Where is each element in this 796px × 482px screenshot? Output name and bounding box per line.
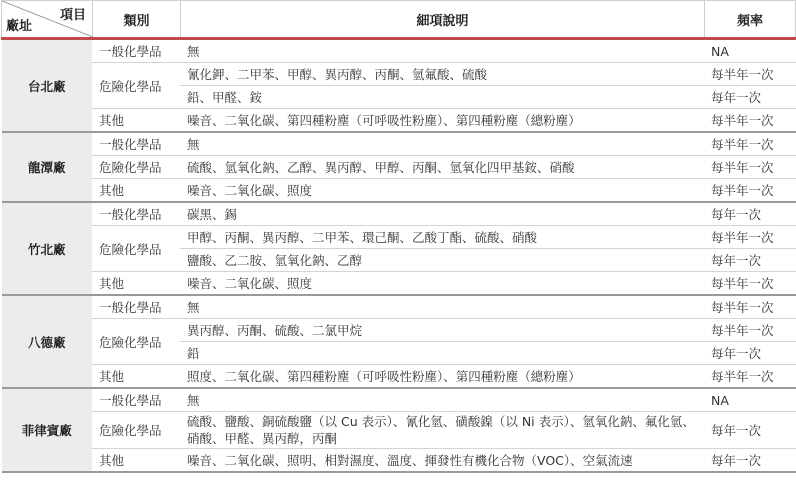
category-cell: 一般化學品 xyxy=(93,202,181,226)
frequency-cell: 每年一次 xyxy=(705,342,796,365)
category-cell: 危險化學品 xyxy=(93,412,181,449)
frequency-cell: 每半年一次 xyxy=(705,226,796,249)
frequency-cell: 每半年一次 xyxy=(705,365,796,389)
table-row xyxy=(2,109,796,133)
table-row xyxy=(2,295,796,319)
site-name: 菲律賓廠 xyxy=(2,388,93,472)
frequency-cell: 每半年一次 xyxy=(705,156,796,179)
description-cell: 無 xyxy=(181,388,705,412)
description-cell: 照度、二氧化碳、第四種粉塵（可呼吸性粉塵）、第四種粉塵（總粉塵） xyxy=(181,365,705,389)
description-cell: 硫酸、氫氧化鈉、乙醇、異丙醇、甲醇、丙酮、氫氧化四甲基銨、硝酸 xyxy=(181,156,705,179)
description-cell: 碳黑、錫 xyxy=(181,202,705,226)
site-name: 八德廠 xyxy=(2,295,93,388)
site-name: 竹北廠 xyxy=(2,202,93,295)
description-cell: 無 xyxy=(181,295,705,319)
frequency-cell: 每年一次 xyxy=(705,249,796,272)
category-cell: 一般化學品 xyxy=(93,132,181,156)
category-cell: 一般化學品 xyxy=(93,39,181,63)
table-row xyxy=(2,63,796,86)
category-cell: 危險化學品 xyxy=(93,226,181,272)
description-cell: 異丙醇、丙酮、硫酸、二氯甲烷 xyxy=(181,319,705,342)
table-row xyxy=(2,39,796,63)
description-cell: 噪音、二氧化碳、照明、相對濕度、溫度、揮發性有機化合物（VOC）、空氣流速 xyxy=(181,449,705,473)
frequency-cell: 每年一次 xyxy=(705,86,796,109)
table-row xyxy=(2,388,796,412)
frequency-cell: 每半年一次 xyxy=(705,272,796,296)
frequency-cell: 每半年一次 xyxy=(705,319,796,342)
monitoring-table xyxy=(1,0,796,473)
category-cell: 其他 xyxy=(93,179,181,203)
frequency-cell: 每半年一次 xyxy=(705,109,796,133)
header-description: 細項說明 xyxy=(181,1,705,39)
header-row xyxy=(2,1,796,39)
category-cell: 危險化學品 xyxy=(93,156,181,179)
frequency-cell: 每半年一次 xyxy=(705,63,796,86)
category-cell: 危險化學品 xyxy=(93,63,181,109)
description-cell: 鉛 xyxy=(181,342,705,365)
header-category: 類別 xyxy=(93,1,181,39)
description-cell: 甲醇、丙酮、異丙醇、二甲苯、環己酮、乙酸丁酯、硫酸、硝酸 xyxy=(181,226,705,249)
description-cell: 無 xyxy=(181,132,705,156)
frequency-cell: 每半年一次 xyxy=(705,179,796,203)
header-site-label: 廠址 xyxy=(6,19,33,34)
table-row xyxy=(2,319,796,342)
category-cell: 其他 xyxy=(93,449,181,473)
frequency-cell: 每年一次 xyxy=(705,449,796,473)
category-cell: 一般化學品 xyxy=(93,295,181,319)
frequency-cell: NA xyxy=(705,39,796,63)
frequency-cell: 每半年一次 xyxy=(705,295,796,319)
table-row xyxy=(2,226,796,249)
category-cell: 危險化學品 xyxy=(93,319,181,365)
table-row xyxy=(2,412,796,449)
description-cell: 硫酸、鹽酸、銅硫酸鹽（以 Cu 表示）、氰化氫、磺酸鎳（以 Ni 表示）、氫氧化鈉、氟化氫、硝酸、甲醛、異丙醇，丙酮 xyxy=(181,412,705,449)
header-frequency: 頻率 xyxy=(705,1,796,39)
table-row xyxy=(2,272,796,296)
description-cell: 鹽酸、乙二胺、氫氧化鈉、乙醇 xyxy=(181,249,705,272)
table-row xyxy=(2,179,796,203)
frequency-cell: 每半年一次 xyxy=(705,132,796,156)
table-body xyxy=(2,39,796,473)
frequency-cell: NA xyxy=(705,388,796,412)
description-cell: 鉛、甲醛、銨 xyxy=(181,86,705,109)
description-cell: 噪音、二氧化碳、第四種粉塵（可呼吸性粉塵）、第四種粉塵（總粉塵） xyxy=(181,109,705,133)
category-cell: 其他 xyxy=(93,365,181,389)
site-name: 台北廠 xyxy=(2,39,93,133)
table-row xyxy=(2,132,796,156)
description-cell: 噪音、二氧化碳、照度 xyxy=(181,272,705,296)
table-row xyxy=(2,156,796,179)
site-name: 龍潭廠 xyxy=(2,132,93,202)
description-cell: 氰化鉀、二甲苯、甲醇、異丙醇、丙酮、氫氟酸、硫酸 xyxy=(181,63,705,86)
description-cell: 噪音、二氧化碳、照度 xyxy=(181,179,705,203)
header-item-label: 項目 xyxy=(59,8,86,23)
table-row xyxy=(2,202,796,226)
category-cell: 其他 xyxy=(93,272,181,296)
category-cell: 其他 xyxy=(93,109,181,133)
frequency-cell: 每年一次 xyxy=(705,202,796,226)
table-row xyxy=(2,449,796,473)
frequency-cell: 每年一次 xyxy=(705,412,796,449)
description-cell: 無 xyxy=(181,39,705,63)
header-diagonal-cell xyxy=(2,1,93,39)
table-row xyxy=(2,365,796,389)
category-cell: 一般化學品 xyxy=(93,388,181,412)
